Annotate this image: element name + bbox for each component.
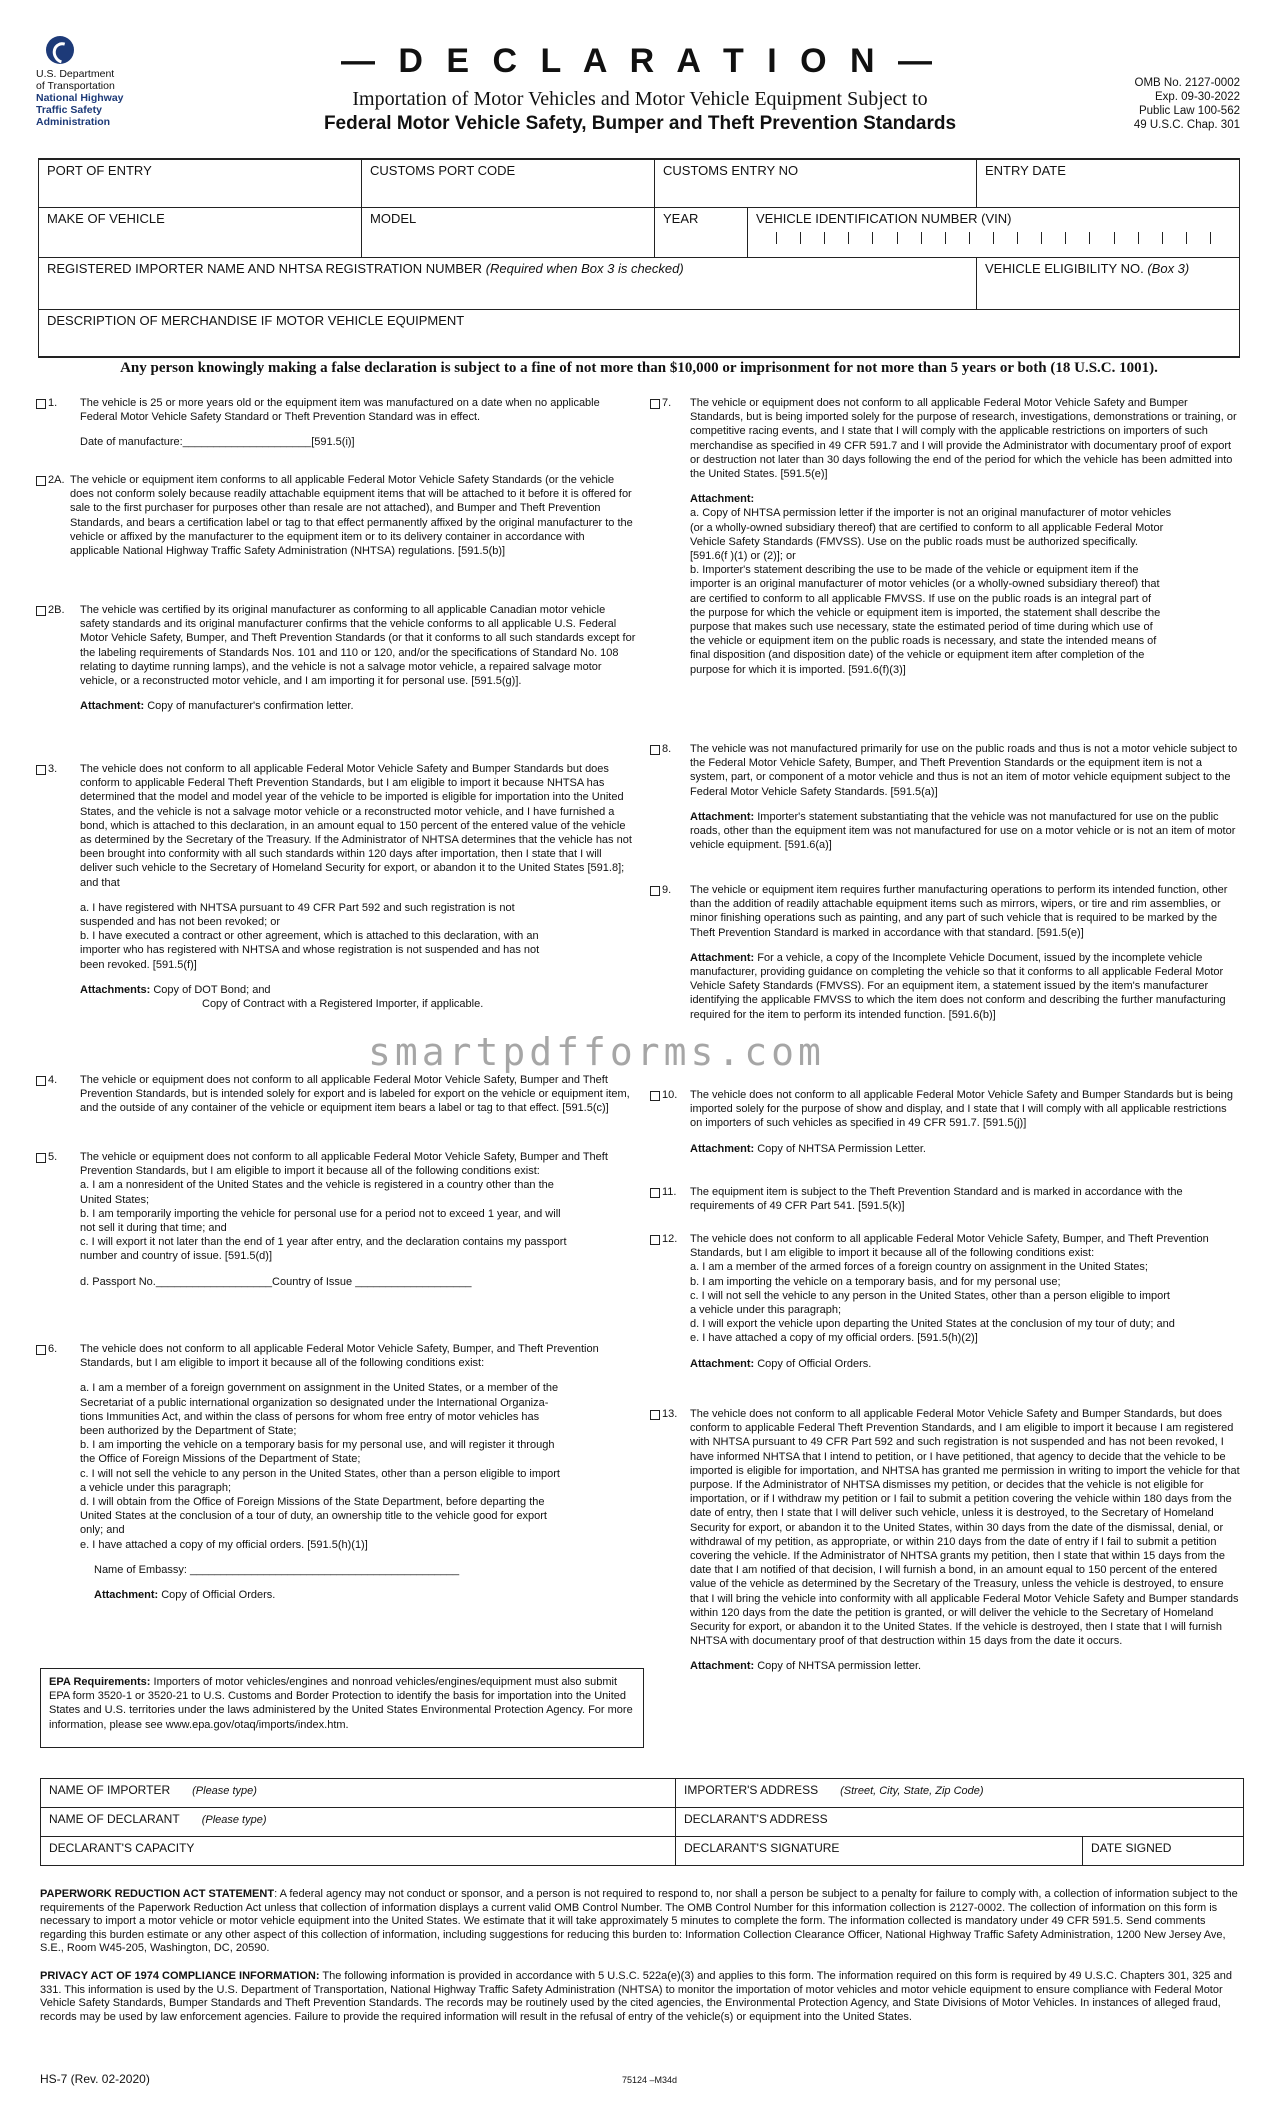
item-3	[36, 762, 636, 1011]
item-number: 7.	[662, 397, 672, 409]
item-text: The vehicle or equipment does not conform to all applicable Federal Motor Vehicle Safety, Bumper and Theft Prevention Standards, but is intended solely for export and is labeled for export on the vehicle or equipment item, and the outside of any container of the vehicle or equipment item bears a label or tag to that effect. [591.5(c)]	[80, 1074, 630, 1115]
item-number: 3.	[48, 763, 58, 775]
omb-block	[1080, 76, 1240, 132]
item-2b	[36, 603, 636, 713]
checkbox-11[interactable]	[650, 1188, 660, 1198]
item-sub-c: c. I will export it not later than the end of 1 year after entry, and the declaration contains my passport number and country of issue. [591.5(d)]	[80, 1236, 567, 1263]
declarant-capacity-field[interactable]: DECLARANT'S CAPACITY	[41, 1837, 676, 1866]
importer-address-field[interactable]: IMPORTER'S ADDRESS (Street, City, State, Zip Code)	[676, 1779, 1244, 1808]
item-sub-b: b. I am temporarily importing the vehicle for personal use for a period not to exceed 1 year, and will not sell it during that time; and	[80, 1207, 561, 1235]
field-label: VEHICLE ELIGIBILITY NO.	[985, 260, 1144, 276]
agency-bold-line: Traffic Safety	[36, 104, 102, 116]
checkbox-3[interactable]	[36, 765, 46, 775]
field-label: PORT OF ENTRY	[47, 163, 152, 178]
item-text: The vehicle does not conform to all applicable Federal Motor Vehicle Safety and Bumper Standards but is being imported solely for the purpose of show and display, and I state that I will comply with all applicable restrictions on importers of such vehicles as specified in 49 CFR 591.7. [591.5(j)]	[690, 1089, 1233, 1130]
vin-char-boxes	[776, 232, 1211, 244]
item-number: 13.	[662, 1408, 678, 1420]
item-sub-b: b. Importer's statement describing the use to be made of the vehicle or equipment item if the importer is an original manufacturer of motor vehicles (or a wholly-owned subsidiary thereof) that are certified to conform to all applicable FMVSS. If use on the public roads is an integral part of the purpose for which the vehicle or equipment item is imported, the statement shall describe the purpose that makes such use necessary, state the estimated period of time during which use of the vehicle or equipment item on the public roads is necessary, and state the intended means of final disposition (and disposition date) of the vehicle or equipment item after completion of the purpose for which it is imported. [591.6(f)(3)]	[690, 564, 1161, 676]
entry-date-field[interactable]	[977, 159, 1240, 207]
attachment: Attachment: Copy of NHTSA permission letter.	[690, 1660, 922, 1673]
checkbox-2a[interactable]	[36, 476, 46, 486]
model-field[interactable]	[362, 207, 655, 257]
item-text: The vehicle or equipment does not conform to all applicable Federal Motor Vehicle Safety, Bumper and Theft Prevention Standards, but I am eligible to import it because all of the following conditions exist:	[80, 1151, 608, 1178]
item-4	[36, 1073, 636, 1116]
item-1	[36, 396, 636, 450]
entry-fields-table	[38, 158, 1240, 358]
attachment: Attachment: For a vehicle, a copy of the Incomplete Vehicle Document, issued by the incomplete vehicle manufacturer, providing guidance on completing the vehicle so that it conforms to all applicable Federal Motor Vehicle Safety Standards (FMVSS). For an equipment item, a statement issued by the item's manufacturer identifying the applicable FMVSS to which the item does not conform and describing the further manufacturing required for the item to perform its intended function. [591.6(b)]	[690, 951, 1226, 1021]
item-text: The vehicle or equipment does not conform to all applicable Federal Motor Vehicle Safety and Bumper Standards, but is being imported solely for the purpose of research, investigations, demonstrations or training, or competitive racing events, and I state that I will comply with the applicable restrictions on importers of such merchandise as specified in 49 CFR 591.7 and I will provide the Administrator with documentary proof of export or destruction not later than 30 days following the end of the period for which the vehicle has been admitted into the United States. [591.5(e)]	[690, 397, 1237, 481]
description-field[interactable]	[39, 309, 1240, 357]
agency-line: of Transportation	[36, 80, 115, 92]
page-title: — D E C L A R A T I O N —	[340, 42, 940, 80]
item-sub-c: c. I will not sell the vehicle to any person in the United States, other than a person eligible to import a vehicle under this paragraph;	[80, 1467, 560, 1494]
field-label: MAKE OF VEHICLE	[47, 210, 165, 226]
watermark: smartpdfforms.com	[368, 1030, 825, 1074]
item-sub-c: c. I will not sell the vehicle to any person in the United States, other than a person eligible to import a vehicle under this paragraph;	[690, 1289, 1170, 1317]
vin-field[interactable]	[748, 207, 1240, 257]
attachment: Attachments: Copy of DOT Bond; and	[80, 983, 271, 996]
passport-fields[interactable]: d. Passport No.___________________Country of Issue ___________________	[80, 1275, 472, 1288]
field-label: VEHICLE IDENTIFICATION NUMBER (VIN)	[756, 210, 1012, 226]
make-field[interactable]	[39, 207, 362, 257]
name-of-declarant-field[interactable]: NAME OF DECLARANT (Please type)	[41, 1808, 676, 1837]
vehicle-eligibility-field[interactable]	[977, 257, 1240, 309]
field-label: REGISTERED IMPORTER NAME AND NHTSA REGISTRATION NUMBER	[47, 260, 483, 276]
paperwork-reduction-statement: PAPERWORK REDUCTION ACT STATEMENT: A federal agency may not conduct or sponsor, and a person is not required to respond to, nor shall a person be subject to a penalty for failure to comply with, a collection of information subject to the requirements of the Paperwork Reduction Act unless that collection of information displays a current valid OMB Control Number. The OMB Control Number for this information collection is 2127-0002. The collection of information on this form is necessary to import a motor vehicle or motor vehicle equipment into the United States. We estimate that it will take approximately 5 minutes to complete the form. The information collected is mandatory under 49 CFR 591.5. Send comments regarding this burden estimate or any other aspect of this collection of information, including suggestions for reducing this burden to: Information Collection Clearance Officer, National Highway Traffic Safety Administration, 1200 New Jersey Ave, S.E., Room W45-205, Washington, DC, 20590.	[40, 1888, 1238, 1954]
omb-line: Exp. 09-30-2022	[1154, 91, 1240, 103]
checkbox-12[interactable]	[650, 1235, 660, 1245]
date-signed-field[interactable]: DATE SIGNED	[1083, 1837, 1244, 1866]
checkbox-7[interactable]	[650, 399, 660, 409]
item-text: The vehicle or equipment item conforms to all applicable Federal Motor Vehicle Safety Standards (or the vehicle does not conform solely because readily attachable equipment items that will be attached to it before it is offered for sale to the first purchaser for purposes other than resale are not attached), and Bumper and Theft Prevention Standards, and bears a certification label or tag to that effect permanently affixed by the original manufacturer to the vehicle or affixed by the manufacturer to the equipment item or to its delivery container in accordance with applicable National Highway Traffic Safety Administration (NHTSA) regulations. [591.5(b)]	[70, 474, 633, 558]
port-of-entry-field[interactable]	[39, 159, 362, 207]
declarant-signature-field[interactable]: DECLARANT'S SIGNATURE	[676, 1837, 1083, 1866]
item-8	[650, 742, 1240, 852]
field-label: YEAR	[663, 210, 699, 226]
item-5	[36, 1150, 636, 1289]
item-text: The vehicle does not conform to all applicable Federal Motor Vehicle Safety and Bumper Standards, but does conform to applicable Federal Theft Prevention Standards, and I am eligible to import it because I am registered with NHTSA pursuant to 49 CFR Part 592 and such registration is not suspended and has not been revoked, I have informed NHTSA that I intend to petition, or I have petitioned, that agency to decide that the vehicle to be imported is eligible for importation, and NHTSA has granted me permission in writing to import the vehicle for that purpose. If the Administrator of NHTSA dismisses my petition, or decides that the vehicle is not eligible for importation, or if I withdraw my petition or I fail to submit a petition covering the vehicle within 180 days from the date of entry, then I state that I will deliver such vehicle, unless it is destroyed, to the Secretary of Homeland Security for export, or abandon it to the United States, within 30 days from the date of the dismissal, denial, or withdrawal of my petition, as appropriate, or within 210 days from the date of entry if I fail to submit a petition covering the vehicle. If the Administrator of NHTSA grants my petition, then I state that within 15 days from the date that I am notified of that decision, I will furnish a bond, in an amount equal to 150 percent of the entered value of the vehicle as determined by the Secretary of the Treasury, unless the vehicle is destroyed, to ensure that I will bring the vehicle into conformity with all applicable Federal Motor Vehicle Safety and Bumper standards within 120 days from the date the petition is granted, or will deliver the vehicle to the Secretary of Homeland Security for export, or abandon it to the United States. If the vehicle is destroyed, then I state that I will furnish NHTSA with documentary proof of that destruction within 15 days from the date it occurs.	[690, 1408, 1240, 1648]
field-label: CUSTOMS PORT CODE	[370, 163, 516, 178]
false-declaration-warning: Any person knowingly making a false declaration is subject to a fine of not more than $10,000 or imprisonment for not more than 5 years or both (18 U.S.C. 1001).	[120, 360, 1158, 376]
item-sub-a: a. Copy of NHTSA permission letter if the importer is not an original manufacturer of motor vehicles (or a wholly-owned subsidiary thereof) that are certified to conform to all applicable Federal Motor Vehicle Safety Standards (FMVSS). Use on the public roads must be authorized specifically. [591.6(f )(1) or (2)]; or	[690, 507, 1172, 563]
item-number: 1.	[48, 397, 58, 409]
item-sub-a: a. I have registered with NHTSA pursuant to 49 CFR Part 592 and such registration is not suspended and has not been revoked; or	[80, 901, 515, 929]
attachment: Attachment: Copy of manufacturer's confirmation letter.	[80, 700, 354, 713]
item-number: 6.	[48, 1343, 58, 1355]
field-label: MODEL	[370, 210, 417, 226]
checkbox-2b[interactable]	[36, 606, 46, 616]
checkbox-13[interactable]	[650, 1410, 660, 1420]
dot-logo-icon	[46, 36, 74, 64]
item-sub-b: b. I am importing the vehicle on a temporary basis, and for my personal use;	[690, 1275, 1061, 1288]
item-11	[650, 1185, 1240, 1213]
item-number: 4.	[48, 1074, 58, 1086]
item-number: 2B.	[48, 604, 65, 616]
privacy-act-statement: PRIVACY ACT OF 1974 COMPLIANCE INFORMATION: The following information is provided in accordance with 5 U.S.C. 522a(e)(3) and applies to this form. The information required on this form is required by 49 U.S.C. Chapters 301, 325 and 331. This information is used by the U.S. Department of Transportation, National Highway Traffic Safety Administration (NHTSA) to monitor the importation of motor vehicles and motor vehicle equipment to ensure compliance with Federal Motor Vehicle Safety Standards, Bumper Standards and Theft Prevention Standards. The records may be routinely used by the cited agencies, the Environmental Protection Agency, and State Divisions of Motor Vehicles. In instances of alleged fraud, records may be used by law enforcement agencies. Failure to provide the required information will result in the refusal of entry of the vehicle(s) or equipment into the United States.	[40, 1970, 1232, 2023]
attachment-2: Copy of Contract with a Registered Importer, if applicable.	[202, 998, 484, 1011]
omb-line: 49 U.S.C. Chap. 301	[1133, 119, 1240, 131]
item-text: The vehicle or equipment item requires further manufacturing operations to perform its intended function, other than the addition of readily attachable equipment items such as mirrors, wipers, or tire and rim assemblies, or minor finishing operations such as painting, and any part of such vehicle that is required to be marked by the Theft Prevention Standard is marked in accordance with that standard. [591.5(e)]	[690, 884, 1228, 939]
agency-line: U.S. Department	[36, 68, 115, 80]
item-13	[650, 1407, 1240, 1674]
item-number: 11.	[662, 1186, 677, 1198]
item-text: The vehicle was certified by its original manufacturer as conforming to all applicable Canadian motor vehicle safety standards and its original manufacturer confirms that the vehicle conforms to all applicable U.S. Federal Motor Vehicle Safety, Bumper, and Theft Prevention Standards (or that it conforms to all such standards except for the labeling requirements of Standards Nos. 101 and 110 or 120, and/or the specifications of Standard No. 108 relating to daytime running lamps), and the vehicle is not a salvage motor vehicle, a repaired salvage motor vehicle, or a reconstructed motor vehicle, and I am importing it for personal use. [591.5(g)].	[80, 604, 636, 688]
checkbox-10[interactable]	[650, 1091, 660, 1101]
attachment-label: Attachment:	[690, 493, 755, 506]
field-note: (Box 3)	[1147, 260, 1190, 276]
subtitle-2: Federal Motor Vehicle Safety, Bumper and Theft Prevention Standards	[323, 113, 957, 134]
item-text: The vehicle was not manufactured primarily for use on the public roads and thus is not a motor vehicle subject to the Federal Motor Vehicle Safety, Bumper, and Theft Prevention Standards or the equipment item is not a system, part, or component of a motor vehicle and thus is not an item of motor vehicle equipment subject to the Federal Motor Vehicle Safety Standards. [591.5(a)]	[690, 743, 1238, 798]
item-12	[650, 1232, 1240, 1371]
field-label: CUSTOMS ENTRY NO	[663, 163, 799, 178]
item-sub-e: e. I have attached a copy of my official orders. [591.5(h)(1)]	[80, 1538, 368, 1551]
field-label: DESCRIPTION OF MERCHANDISE IF MOTOR VEHICLE EQUIPMENT	[47, 312, 465, 328]
item-sub-e: e. I have attached a copy of my official orders. [591.5(h)(2)]	[690, 1332, 978, 1345]
item-text: The vehicle is 25 or more years old or the equipment item was manufactured on a date when no applicable Federal Motor Vehicle Safety Standard or Theft Prevention Standard was in effect.	[80, 397, 600, 424]
attachment: Attachment: Copy of NHTSA Permission Letter.	[690, 1142, 926, 1155]
form-code: 75124 –M34d	[622, 2075, 678, 2085]
item-sub-d: d. I will export the vehicle upon departing the United States at the conclusion of my tour of duty; and	[690, 1318, 1175, 1331]
omb-line: Public Law 100-562	[1138, 105, 1240, 117]
name-of-importer-field[interactable]: NAME OF IMPORTER (Please type)	[41, 1779, 676, 1808]
embassy-field[interactable]: Name of Embassy: ____________________________________________	[94, 1563, 460, 1576]
item-sub-a: a. I am a member of the armed forces of a foreign country on assignment in the United States;	[690, 1261, 1148, 1274]
item-2a	[36, 473, 636, 558]
checkbox-4[interactable]	[36, 1076, 46, 1086]
attachment: Attachment: Importer's statement substantiating that the vehicle was not manufactured for use on the public roads, other than the equipment item was not manufactured for use on a motor vehicle or is not an item of motor vehicle equipment. [591.6(a)]	[690, 810, 1236, 852]
item-text: The vehicle does not conform to all applicable Federal Motor Vehicle Safety and Bumper Standards but does conform to applicable Federal Theft Prevention Standards, but I am eligible to import it because NHTSA has determined that the model and model year of the vehicle to be imported is eligible for importation into the United States, and the vehicle is not a salvage motor vehicle or a reconstructed motor vehicle, and I have furnished a bond, which is attached to this declaration, in an amount equal to 150 percent of the entered value of the vehicle as determined by the Secretary of the Treasury. If the Administrator of NHTSA determines that the vehicle has not been brought into conformity with all such standards within 120 days after importation, then I state that I will deliver such vehicle to the Secretary of Homeland Security for export, or abandon it to the United States [591.8]; and that	[80, 763, 632, 889]
item-number: 9.	[662, 884, 672, 896]
agency-block	[36, 36, 166, 128]
form-number: HS-7 (Rev. 02-2020)	[40, 2072, 150, 2086]
item-7	[650, 396, 1240, 677]
importer-registration-field[interactable]	[39, 257, 977, 309]
checkbox-5[interactable]	[36, 1153, 46, 1163]
checkbox-6[interactable]	[36, 1345, 46, 1355]
checkbox-8[interactable]	[650, 745, 660, 755]
item-sub-b: b. I am importing the vehicle on a temporary basis for my personal use, and will register it through the Office of Foreign Missions of the Department of State;	[80, 1439, 555, 1466]
agency-bold-line: National Highway	[36, 92, 124, 104]
item-sub-d: d. I will obtain from the Office of Foreign Missions of the State Department, before departing the United States at the conclusion of a tour of duty, an ownership title to the vehicle good for export only; and	[80, 1496, 547, 1537]
item-sub-a: a. I am a member of a foreign government on assignment in the United States, or a member of the Secretariat of a public international organization so designated under the International Organiza- tions Immunities Act, and within the class of persons for whom free entry of motor vehicles has been authorized by the Department of State;	[80, 1382, 559, 1438]
item-text: The vehicle does not conform to all applicable Federal Motor Vehicle Safety, Bumper, and Theft Prevention Standards, but I am eligible to import it because all of the following conditions exist:	[690, 1233, 1209, 1260]
field-label: ENTRY DATE	[985, 163, 1066, 178]
item-number: 8.	[662, 743, 672, 755]
item-text: The vehicle does not conform to all applicable Federal Motor Vehicle Safety, Bumper, and Theft Prevention Standards, but I am eligible to import it because all of the following conditions exist:	[80, 1343, 599, 1370]
epa-requirements-box: EPA Requirements: Importers of motor vehicles/engines and nonroad vehicles/engines/equipment must also submit EPA form 3520-1 or 3520-21 to U.S. Customs and Border Protection to identify the basis for importation into the United States and U.S. territories under the laws administered by the United States Environmental Protection Agency. For more information, please see www.epa.gov/otaq/imports/index.htm.	[40, 1668, 644, 1748]
item-text: The equipment item is subject to the Theft Prevention Standard and is marked in accordance with the requirements of 49 CFR Part 541. [591.5(k)]	[690, 1186, 1183, 1213]
item-number: 12.	[662, 1233, 678, 1245]
date-of-manufacture[interactable]: Date of manufacture:_____________________[591.5(i)]	[80, 436, 355, 449]
item-sub-a: a. I am a nonresident of the United States and the vehicle is registered in a country other than the United States;	[80, 1179, 554, 1206]
item-6	[36, 1342, 636, 1602]
declarant-address-field[interactable]: DECLARANT'S ADDRESS	[676, 1808, 1244, 1837]
attachment: Attachment: Copy of Official Orders.	[94, 1589, 276, 1602]
field-note: (Required when Box 3 is checked)	[485, 260, 684, 276]
agency-bold-line: Administration	[36, 116, 111, 128]
customs-entry-no-field[interactable]	[655, 159, 977, 207]
item-number: 10.	[662, 1089, 678, 1101]
item-number: 2A.	[48, 474, 65, 486]
attachment: Attachment: Copy of Official Orders.	[690, 1357, 872, 1370]
checkbox-9[interactable]	[650, 886, 660, 896]
item-10	[650, 1088, 1240, 1156]
item-9	[650, 883, 1240, 1022]
omb-line: OMB No. 2127-0002	[1134, 77, 1240, 89]
checkbox-1[interactable]	[36, 399, 46, 409]
declarant-fields-table	[40, 1778, 1244, 1866]
customs-port-code-field[interactable]	[362, 159, 655, 207]
subtitle-1: Importation of Motor Vehicles and Motor Vehicle Equipment Subject to	[352, 88, 928, 110]
item-number: 5.	[48, 1151, 58, 1163]
item-sub-b: b. I have executed a contract or other agreement, which is attached to this declaration, with an importer who has registered with NHTSA and whose registration is not suspended and has not been revoked. [591.5(f)]	[80, 930, 540, 971]
year-field[interactable]	[655, 207, 748, 257]
